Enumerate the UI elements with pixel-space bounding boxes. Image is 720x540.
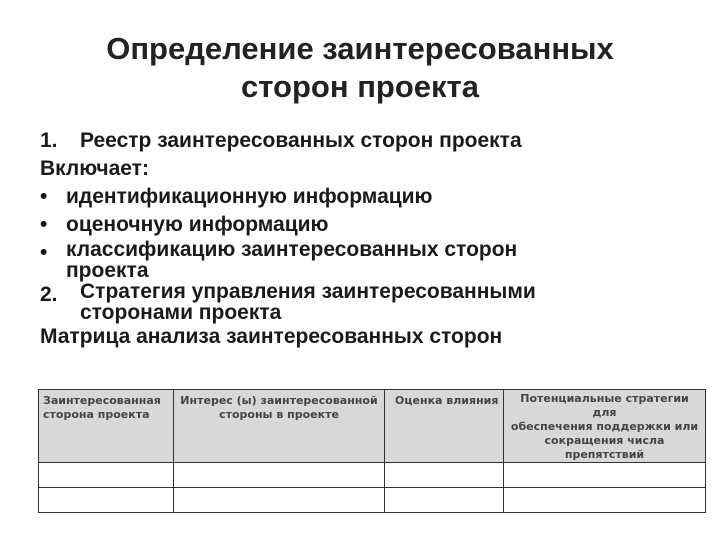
bullet-text-line-1: классификацию заинтересованных сторон [66,238,518,261]
item-number: 1. [40,129,58,152]
matrix-title: Матрица анализа заинтересованных сторон [40,325,503,348]
column-header-strategies: Потенциальные стратегии для обеспечения поддержки или сокращения числа препятствий [504,390,706,463]
item-text-line-1: Стратегия управления заинтересованными [80,280,536,303]
bullet-icon: • [40,213,48,236]
table-cell [39,488,174,513]
table-cell [174,463,385,488]
table-cell [385,488,504,513]
table-cell [504,488,706,513]
item-text-line-2: сторонами проекта [80,301,282,324]
table-cell [385,463,504,488]
numbered-item-1 [40,127,710,155]
numbered-item-2 [40,281,710,323]
table-row [39,463,706,488]
bullet-icon: • [40,185,48,208]
table-cell [504,463,706,488]
bullet-icon: • [40,241,48,264]
item-number: 2. [40,283,58,306]
bullet-item-3 [40,239,710,281]
includes-label: Включает: [40,157,149,180]
table-cell [39,463,174,488]
title-line-2: сторон проекта [241,69,479,104]
title-line-1: Определение заинтересованных [106,31,614,66]
column-header-interest: Интерес (ы) заинтересованной стороны в проекте [174,390,385,463]
bullet-text-line-2: проекта [66,259,149,282]
table-row [39,488,706,513]
table-header-row [39,390,706,463]
bullet-item-2 [40,211,710,239]
slide-title [0,30,720,106]
item-text: Реестр заинтересованных сторон проекта [80,129,522,152]
column-header-influence: Оценка влияния [385,390,504,463]
column-header-stakeholder: Заинтересованная сторона проекта [39,390,174,463]
bullet-text [66,239,517,281]
stakeholder-matrix-table [38,389,706,513]
table-cell [174,488,385,513]
slide-body [40,127,710,351]
bullet-text: идентификационную информацию [66,185,433,208]
bullet-text: оценочную информацию [66,213,329,236]
item-text [80,281,536,323]
bullet-item-1 [40,183,710,211]
